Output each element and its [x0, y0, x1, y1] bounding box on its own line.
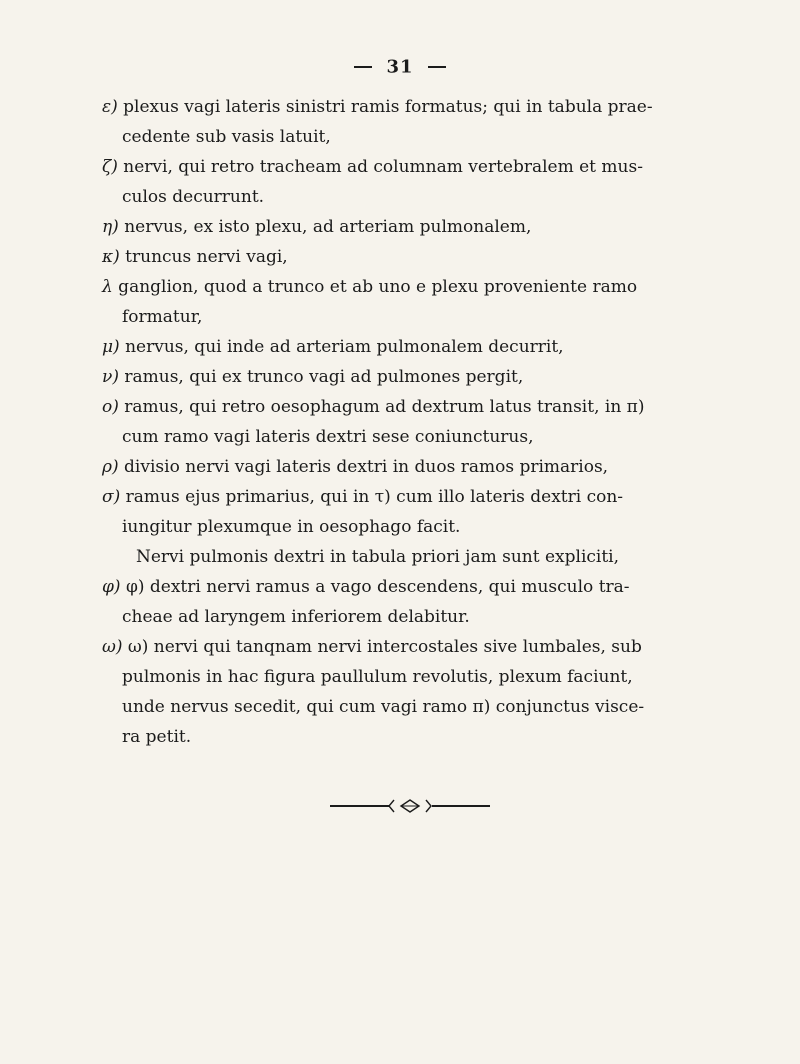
text-line	[102, 512, 720, 542]
diamond-ornament-icon	[388, 799, 432, 813]
text-line	[102, 662, 720, 692]
line-text: nervus, qui inde ad arteriam pulmonalem decurrit,	[119, 337, 564, 357]
text-line	[102, 572, 720, 602]
text-line	[102, 422, 720, 452]
line-text: culos decurrunt.	[122, 187, 265, 207]
item-marker: ν)	[102, 367, 119, 387]
text-line	[102, 332, 720, 362]
line-text: nervi, qui retro tracheam ad columnam vertebralem et mus-	[117, 157, 643, 177]
text-line	[102, 362, 720, 392]
text-line	[102, 722, 720, 752]
item-marker: φ)	[102, 577, 121, 597]
section-end-ornament	[330, 799, 490, 813]
line-text: φ) dextri nervi ramus a vago descendens, qui musculo tra-	[120, 577, 630, 597]
text-line	[102, 452, 720, 482]
header-dash-right	[428, 66, 446, 68]
item-marker: κ)	[102, 247, 120, 267]
text-line	[102, 542, 720, 572]
line-text: pulmonis in hac figura paullulum revolutis, plexum faciunt,	[122, 667, 633, 687]
item-marker: η)	[102, 217, 119, 237]
text-line	[102, 122, 720, 152]
line-text: ω) nervi qui tanqnam nervi intercostales sive lumbales, sub	[122, 637, 642, 657]
text-line	[102, 632, 720, 662]
item-marker: ρ)	[102, 457, 119, 477]
line-text: cheae ad laryngem inferiorem delabitur.	[122, 607, 470, 627]
line-text: ganglion, quod a trunco et ab uno e plexu proveniente ramo	[112, 277, 638, 297]
line-text: Nervi pulmonis dextri in tabula priori jam sunt expliciti,	[136, 547, 620, 567]
line-text: ra petit.	[122, 727, 192, 747]
text-line	[102, 212, 720, 242]
item-marker: σ)	[102, 487, 121, 507]
line-text: ramus ejus primarius, qui in τ) cum illo lateris dextri con-	[120, 487, 624, 507]
body-text	[102, 92, 720, 752]
line-text: nervus, ex isto plexu, ad arteriam pulmonalem,	[118, 217, 532, 237]
page-header	[0, 56, 800, 78]
line-text: ramus, qui retro oesophagum ad dextrum latus transit, in π)	[118, 397, 645, 417]
text-line	[102, 392, 720, 422]
line-text: unde nervus secedit, qui cum vagi ramo π) conjunctus visce-	[122, 697, 645, 717]
line-text: formatur,	[122, 307, 203, 327]
line-text: truncus nervi vagi,	[119, 247, 288, 267]
line-text: ramus, qui ex trunco vagi ad pulmones pergit,	[118, 367, 524, 387]
text-line	[102, 692, 720, 722]
text-line	[102, 152, 720, 182]
line-text: iungitur plexumque in oesophago facit.	[122, 517, 461, 537]
item-marker: μ)	[102, 337, 120, 357]
line-text: plexus vagi lateris sinistri ramis formatus; qui in tabula prae-	[117, 97, 653, 117]
item-marker: ω)	[102, 637, 123, 657]
header-dash-left	[354, 66, 372, 68]
ornament-rule-left	[330, 805, 390, 807]
text-line	[102, 242, 720, 272]
text-line	[102, 92, 720, 122]
item-marker: ζ)	[102, 157, 118, 177]
item-marker: λ	[102, 277, 113, 297]
text-line	[102, 482, 720, 512]
line-text: cedente sub vasis latuit,	[122, 127, 331, 147]
text-line	[102, 302, 720, 332]
item-marker: ε)	[102, 97, 118, 117]
line-text: divisio nervi vagi lateris dextri in duos ramos primarios,	[118, 457, 609, 477]
line-text: cum ramo vagi lateris dextri sese coniuncturus,	[122, 427, 534, 447]
item-marker: ο)	[102, 397, 119, 417]
text-line	[102, 182, 720, 212]
text-line	[102, 602, 720, 632]
ornament-rule-right	[432, 805, 490, 807]
page-number: 31	[386, 56, 414, 78]
text-line	[102, 272, 720, 302]
